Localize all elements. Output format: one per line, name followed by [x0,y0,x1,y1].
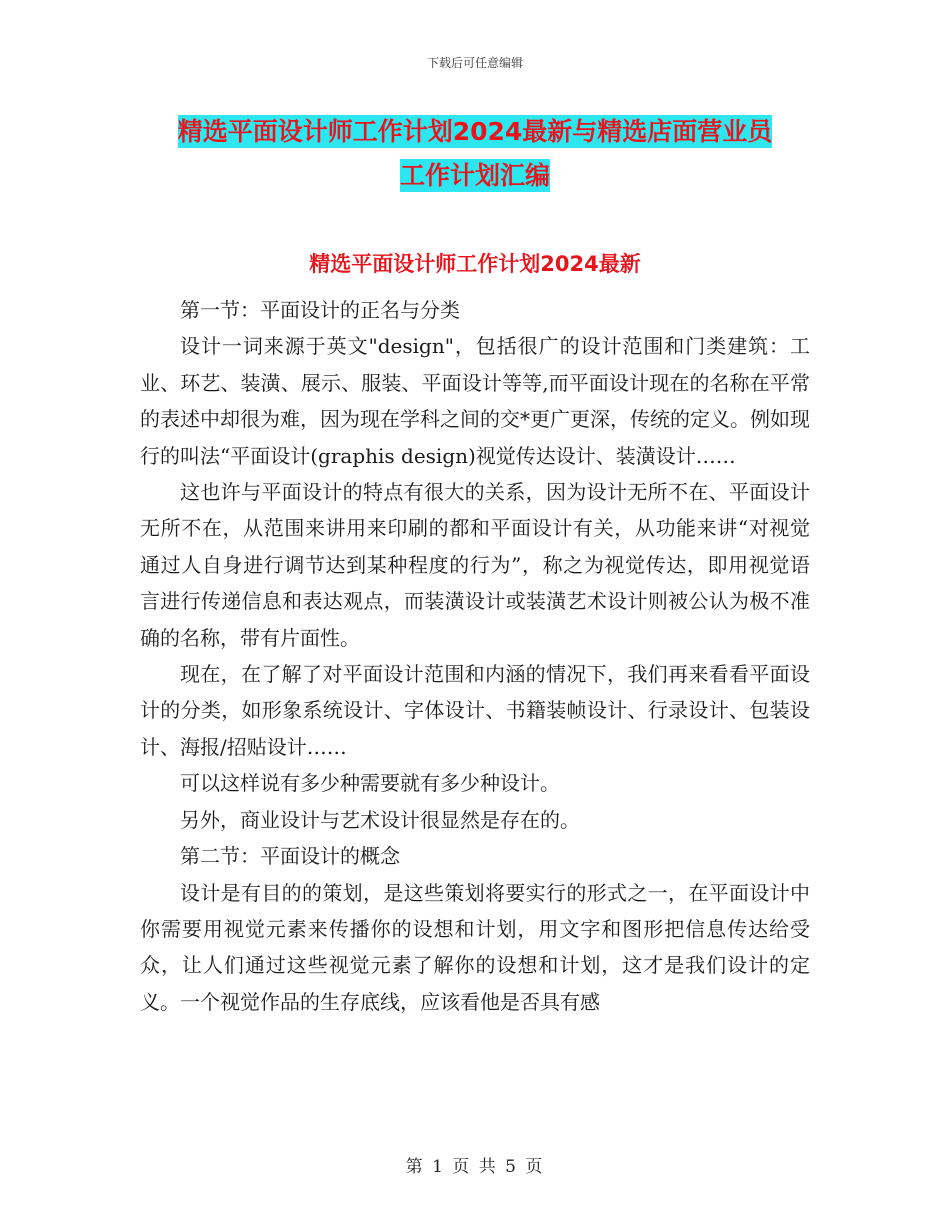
document-title [140,110,810,198]
section-title: 精选平面设计师工作计划2024最新 [309,252,641,276]
page-footer: 第 1 页 共 5 页 [405,1157,545,1177]
paragraph: 现在，在了解了对平面设计范围和内涵的情况下，我们再来看看平面设计的分类，如形象系统设计、字体设计、书籍装帧设计、行录设计、包装设计、海报/招贴设计…… [140,662,810,759]
document-body [140,292,810,1020]
paragraph: 这也许与平面设计的特点有很大的关系，因为设计无所不在、平面设计无所不在，从范围来讲用来印刷的都和平面设计有关，从功能来讲“对视觉通过人自身进行调节达到某种程度的行为”，称之为视觉传达，即用视觉语言进行传递信息和表达观点，而装潢设计或装潢艺术设计则被公认为极不准确的名称，带有片面性。 [140,480,810,650]
document-title-line-2: 工作计划汇编 [399,161,550,190]
heading-section-2: 第二节：平面设计的概念 [180,844,400,869]
paragraph: 另外，商业设计与艺术设计很显然是存在的。 [180,807,580,832]
paragraph: 设计一词来源于英文"design"，包括很广的设计范围和门类建筑：工业、环艺、装潢、展示、服装、平面设计等等,而平面设计现在的名称在平常的表述中却很为难，因为现在学科之间的交*更广更深，传统的定义。例如现行的叫法“平面设计(graphis design)视觉传达设计、装潢设计…… [140,334,810,468]
paragraph: 可以这样说有多少种需要就有多少种设计。 [180,771,560,796]
paragraph: 设计是有目的的策划，是这些策划将要实行的形式之一，在平面设计中你需要用视觉元素来传播你的设想和计划，用文字和图形把信息传达给受众，让人们通过这些视觉元素了解你的设想和计划，这才是我们设计的定义。一个视觉作品的生存底线，应该看他是否具有感 [140,880,810,1014]
heading-section-1: 第一节：平面设计的正名与分类 [180,298,460,322]
document-title-line-1: 精选平面设计师工作计划2024最新与精选店面营业员 [177,117,773,146]
header-note: 下载后可任意编辑 [426,56,523,70]
